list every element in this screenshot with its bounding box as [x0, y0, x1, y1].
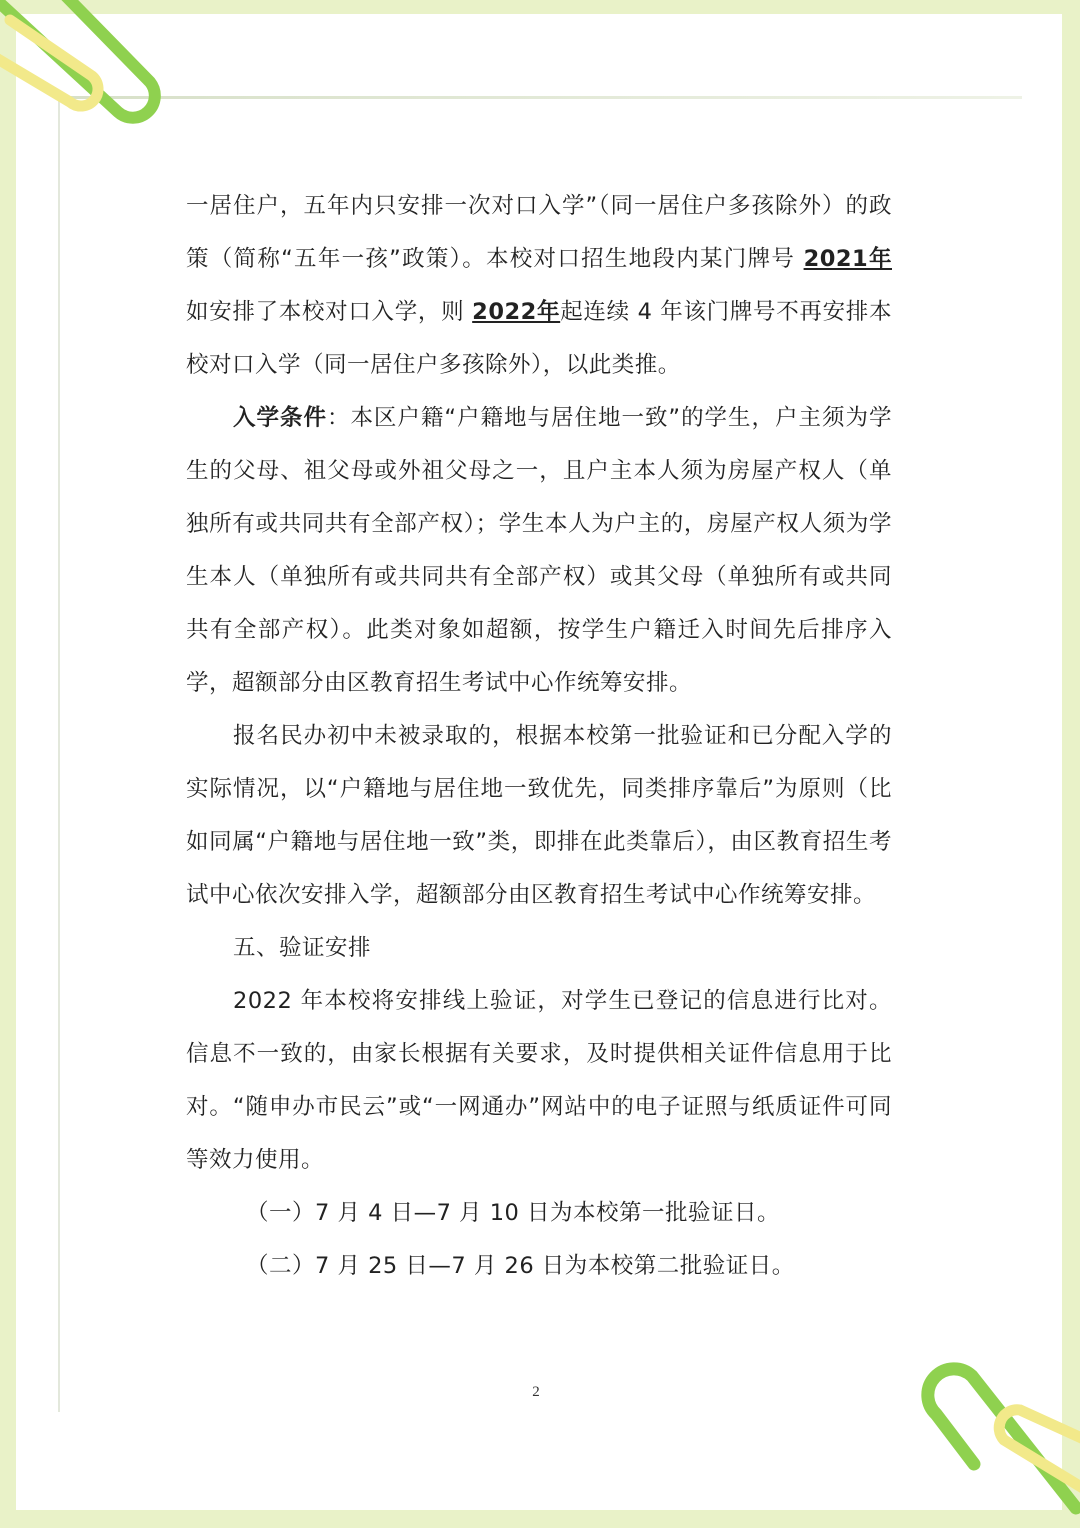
- verification-date-item-2: （二）7 月 25 日—7 月 26 日为本校第二批验证日。: [246, 1253, 795, 1279]
- paragraph-five-year-policy: 一居住户，五年内只安排一次对口入学”（同一居住户多孩除外）的政策（简称“五年一孩”政策）。本校对口招生地段内某门牌号 2021年如安排了本校对口入学，则 2022年起连续 4 年该门牌号不再安排本校对口入学（同一居住户多孩除外），以此类推。: [186, 193, 893, 378]
- paragraph-online-verification: 2022 年本校将安排线上验证，对学生已登记的信息进行比对。信息不一致的，由家长根据有关要求，及时提供相关证件信息用于比对。“随申办市民云”或“一网通办”网站中的电子证照与纸质证件可同等效力使用。: [186, 988, 892, 1173]
- year-2022: 2022年: [472, 299, 561, 325]
- section-heading-verification: 五、验证安排: [233, 935, 372, 961]
- page-number: 2: [532, 1384, 540, 1400]
- left-divider: [58, 96, 60, 1412]
- document-body: [186, 180, 892, 1293]
- paperclip-top-left-icon: [0, 0, 180, 150]
- enrollment-conditions-label: 入学条件: [233, 405, 327, 431]
- paragraph-private-school-applicants: 报名民办初中未被录取的，根据本校第一批验证和已分配入学的实际情况，以“户籍地与居住地一致优先，同类排序靠后”为原则（比如同属“户籍地与居住地一致”类，即排在此类靠后），由区教育招生考试中心依次安排入学，超额部分由区教育招生考试中心作统筹安排。: [186, 723, 892, 908]
- verification-date-item-1: （一）7 月 4 日—7 月 10 日为本校第一批验证日。: [246, 1200, 780, 1226]
- year-2021: 2021年: [803, 246, 892, 272]
- paperclip-bottom-right-icon: [900, 1340, 1080, 1528]
- paragraph-enrollment-conditions: 入学条件：本区户籍“户籍地与居住地一致”的学生，户主须为学生的父母、祖父母或外祖父母之一，且户主本人须为房屋产权人（单独所有或共同共有全部产权）；学生本人为户主的，房屋产权人须为学生本人（单独所有或共同共有全部产权）或其父母（单独所有或共同共有全部产权）。此类对象如超额，按学生户籍迁入时间先后排序入学，超额部分由区教育招生考试中心作统筹安排。: [186, 405, 892, 696]
- top-divider: [60, 96, 1022, 99]
